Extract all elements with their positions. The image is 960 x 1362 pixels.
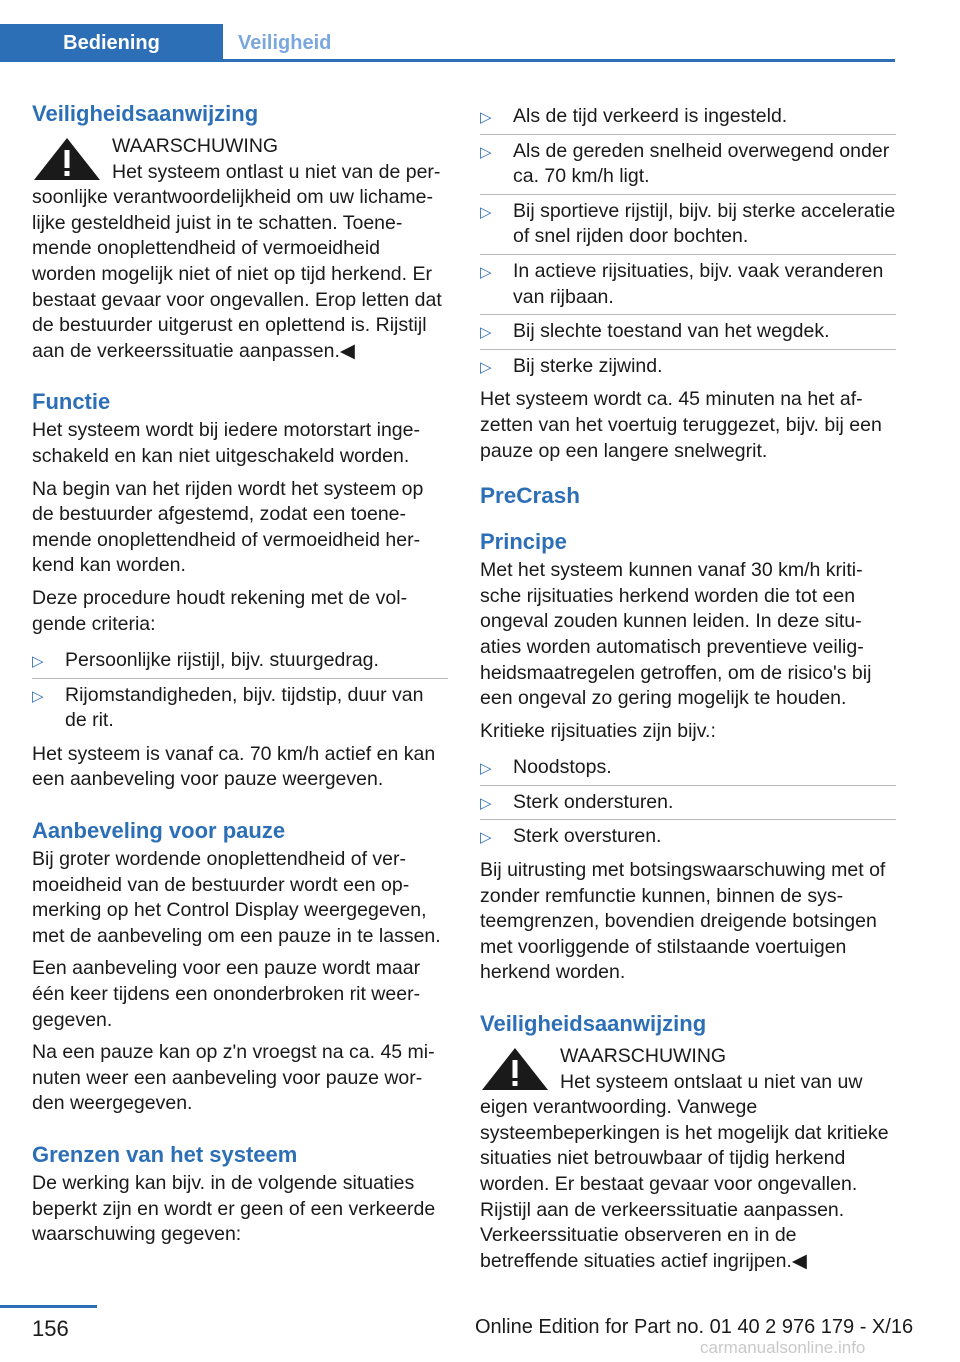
paragraph: Het systeem is vanaf ca. 70 km/h actief en kan een aanbeveling voor pauze weergeven. <box>32 742 436 791</box>
list-item <box>480 195 896 255</box>
list-item <box>480 350 896 384</box>
list-item <box>32 679 448 738</box>
warning-block <box>32 134 448 364</box>
paragraph: Na een pauze kan op z'n vroegst na ca. 45 minuten weer een aanbeveling voor pauze worden weergegeven. <box>32 1041 435 1115</box>
chapter-heading-precrash: PreCrash <box>480 483 581 509</box>
section-heading: Veiligheidsaanwijzing <box>480 1011 707 1037</box>
list-item-text: Sterk oversturen. <box>513 825 662 848</box>
tab-bediening[interactable]: Bediening <box>0 24 223 62</box>
triangle-bullet-icon: ▷ <box>480 143 492 161</box>
paragraph: Bij groter wordende onoplettendheid of vermoeidheid van de bestuurder wordt een opmerking op het Control Display weergegeven, met de aanbeveling om een pauze in te lassen. <box>32 848 441 947</box>
triangle-bullet-icon: ▷ <box>480 829 492 847</box>
triangle-bullet-icon: ▷ <box>480 760 492 778</box>
section-functie <box>32 388 448 793</box>
section-heading: Principe <box>480 529 567 555</box>
section-heading: Aanbeveling voor pauze <box>32 818 286 844</box>
warning-label: WAARSCHUWING <box>560 1045 727 1068</box>
right-column <box>480 100 896 1281</box>
list-item <box>480 315 896 350</box>
paragraph: De werking kan bijv. in de volgende situaties beperkt zijn en wordt er geen of een verkeerde waarschuwing gegeven: <box>32 1172 436 1246</box>
triangle-bullet-icon: ▷ <box>32 653 44 671</box>
header-tabs <box>0 24 895 62</box>
left-column <box>32 100 448 1255</box>
list-item-text: Sterk ondersturen. <box>513 790 674 813</box>
watermark: carmanualsonline.info <box>700 1338 866 1357</box>
warning-label: WAARSCHUWING <box>112 135 279 157</box>
tab-veiligheid[interactable]: Veiligheid <box>238 31 332 54</box>
list-item-text: Als de gereden snelheid overwegend onder ca. 70 km/h ligt. <box>513 139 890 188</box>
header-rule <box>0 59 895 62</box>
critical-list <box>480 751 896 854</box>
triangle-bullet-icon: ▷ <box>480 203 492 221</box>
triangle-bullet-icon: ▷ <box>32 687 44 705</box>
section-pauze <box>32 817 448 1117</box>
warning-text: Het systeem ontslaat u niet van uw eigen verantwoording. Vanwege systeembeperkingen is het mogelijk dat kritieke situaties niet betrouwbaar of tijdig herkend worden. Er bestaat gevaar voor ongevallen. Rijstijl aan de verkeerssituatie aanpassen. Verkeerssituatie observeren en in de betreffende situaties actief ingrijpen.◀ <box>480 1070 889 1272</box>
warning-text: Het systeem ontlast u niet van de persoonlijke verantwoordelijkheid om uw lichamelijke gesteldheid juist in te schatten. Toenemende onoplettendheid of vermoeidheid worden mogelijk niet of niet op tijd herkend. Er bestaat gevaar voor ongevallen. Erop letten dat de bestuurder uitgerust en oplettend is. Rijstijl aan de verkeerssituatie aanpassen.◀ <box>32 160 442 362</box>
section-grenzen <box>32 1141 448 1248</box>
section-heading: Veiligheidsaanwijzing <box>32 101 259 126</box>
list-item-text: Bij sportieve rijstijl, bijv. bij sterke acceleratie of snel rijden door bochten. <box>513 199 896 248</box>
list-item <box>480 786 896 821</box>
list-item <box>480 751 896 786</box>
warning-triangle-icon <box>480 1046 550 1092</box>
list-item-text: Bij slechte toestand van het wegdek. <box>513 320 830 343</box>
list-item-text: In actieve rijsituaties, bijv. vaak veranderen van rijbaan. <box>513 259 884 308</box>
section-heading: Grenzen van het systeem <box>32 1142 298 1167</box>
triangle-bullet-icon: ▷ <box>480 109 492 126</box>
list-item <box>480 100 896 135</box>
list-item-text: Persoonlijke rijstijl, bijv. stuurgedrag. <box>65 649 379 672</box>
warning-triangle-icon <box>32 136 102 182</box>
paragraph: Het systeem wordt bij iedere motorstart ingeschakeld en kan niet uitgeschakeld worden. <box>32 419 420 467</box>
list-item-text: Bij sterke zijwind. <box>513 354 663 377</box>
limits-list <box>480 100 896 383</box>
section-safety-notice <box>480 1010 896 1274</box>
list-item <box>480 255 896 315</box>
paragraph: Bij uitrusting met botsingswaarschuwing met of zonder remfunctie kunnen, binnen de systeemgrenzen, bovendien dreigende botsingen met voorliggende of stilstaande voertuigen herkend worden. <box>480 859 886 984</box>
triangle-bullet-icon: ▷ <box>480 794 492 812</box>
list-item <box>32 644 448 679</box>
page-number-rule <box>0 1305 97 1308</box>
list-item-text: Noodstops. <box>513 756 612 779</box>
criteria-list <box>32 644 448 738</box>
triangle-bullet-icon: ▷ <box>480 324 492 342</box>
list-item-text: Als de tijd verkeerd is ingesteld. <box>513 105 788 127</box>
section-principe <box>480 528 896 986</box>
list-item <box>480 135 896 195</box>
triangle-bullet-icon: ▷ <box>480 358 492 376</box>
paragraph: Met het systeem kunnen vanaf 30 km/h kritische rijsituaties herkend worden die tot een ongeval zouden kunnen leiden. In deze situaties worden automatisch preventieve veiligheidsmaatregelen getroffen, om de risico's bij een ongeval zo gering mogelijk te houden. <box>480 559 872 710</box>
warning-block <box>480 1044 896 1274</box>
section-safety-notice <box>32 100 448 364</box>
paragraph: Deze procedure houdt rekening met de volgende criteria: <box>32 586 408 635</box>
list-item-text: Rijomstandigheden, bijv. tijdstip, duur van de rit. <box>65 683 424 732</box>
paragraph: Het systeem wordt ca. 45 minuten na het afzetten van het voertuig teruggezet, bijv. bij een pauze op een langere snelwegrit. <box>480 388 882 462</box>
list-item <box>480 820 896 854</box>
paragraph: Kritieke rijsituaties zijn bijv.: <box>480 719 716 742</box>
edition-footer: Online Edition for Part no. 01 40 2 976 179 - X/16 <box>475 1316 914 1338</box>
section-heading: Functie <box>32 389 111 415</box>
paragraph: Na begin van het rijden wordt het systeem op de bestuurder afgestemd, zodat een toenemende onoplettendheid of vermoeidheid herkend kan worden. <box>32 477 424 577</box>
paragraph: Een aanbeveling voor een pauze wordt maar één keer tijdens een ononderbroken rit weergegeven. <box>32 957 421 1031</box>
page-number: 156 <box>32 1316 69 1341</box>
triangle-bullet-icon: ▷ <box>480 263 492 281</box>
